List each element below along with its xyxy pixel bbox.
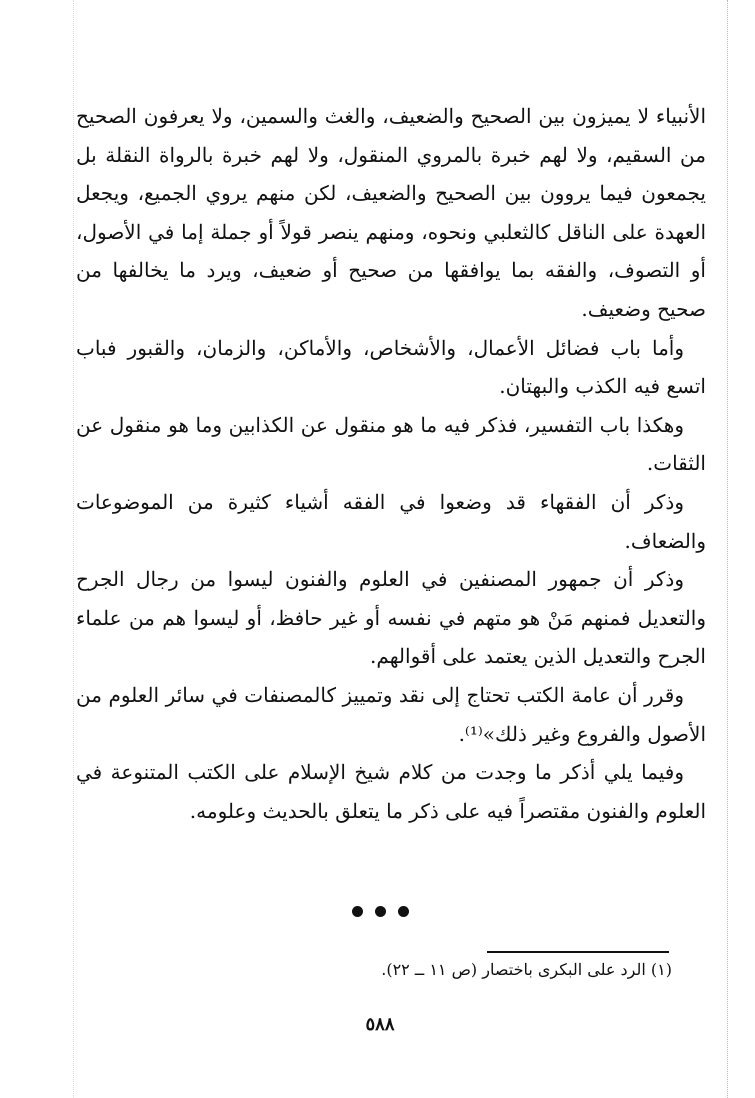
scan-edge-left xyxy=(73,0,74,1098)
body-text xyxy=(76,97,706,830)
paragraph-6: وقرر أن عامة الكتب تحتاج إلى نقد وتمييز كالمصنفات في سائر العلوم من الأصول والفروع وغير ذلك»⁽¹⁾. xyxy=(76,682,706,746)
separator-dot-icon xyxy=(352,906,363,917)
section-separator xyxy=(340,899,420,923)
footnote-divider xyxy=(487,951,669,953)
separator-dot-icon xyxy=(375,906,386,917)
paragraph-4: وذكر أن الفقهاء قد وضعوا في الفقه أشياء كثيرة من الموضوعات والضعاف. xyxy=(76,489,706,553)
paragraph-7: وفيما يلي أذكر ما وجدت من كلام شيخ الإسلام على الكتب المتنوعة في العلوم والفنون مقتصراً فيه على ذكر ما يتعلق بالحديث وعلومه. xyxy=(76,760,706,823)
paragraph-3: وهكذا باب التفسير، فذكر فيه ما هو منقول عن الكذابين وما هو منقول عن الثقات. xyxy=(76,412,706,476)
paragraph-2: وأما باب فضائل الأعمال، والأشخاص، والأماكن، والزمان، والقبور فباب اتسع فيه الكذب والبهتان. xyxy=(76,335,706,399)
paragraph-1: الأنبياء لا يميزون بين الصحيح والضعيف، والغث والسمين، ولا يعرفون الصحيح من السقيم، ولا لهم خبرة بالمروي المنقول، ولا لهم خبرة بالرواة النقلة بل يجمعون فيما يروون بين الصحيح والضعيف، لكن منهم يروي الجميع، ويجعل العهدة على الناقل كالثعلبي ونحوه، ومنهم ينصر قولاً أو جملة إما في الأصول، أو التصوف، والفقه بما يوافقها من صحيح أو ضعيف، ويرد ما يخالفها من صحيح وضعيف. xyxy=(76,104,706,321)
footnote: (١) الرد على البكرى باختصار (ص ١١ ــ ٢٢). xyxy=(381,960,672,979)
paragraph-5: وذكر أن جمهور المصنفين في العلوم والفنون ليسوا من رجال الجرح والتعديل فمنهم مَنْ هو متهم في نفسه أو غير حافظ، أو ليسوا هم من علماء الجرح والتعديل الذين يعتمد على أقوالهم. xyxy=(76,567,706,669)
page-number: ٥٨٨ xyxy=(365,1014,395,1035)
separator-dot-icon xyxy=(398,906,409,917)
scan-edge-right xyxy=(727,0,728,1098)
